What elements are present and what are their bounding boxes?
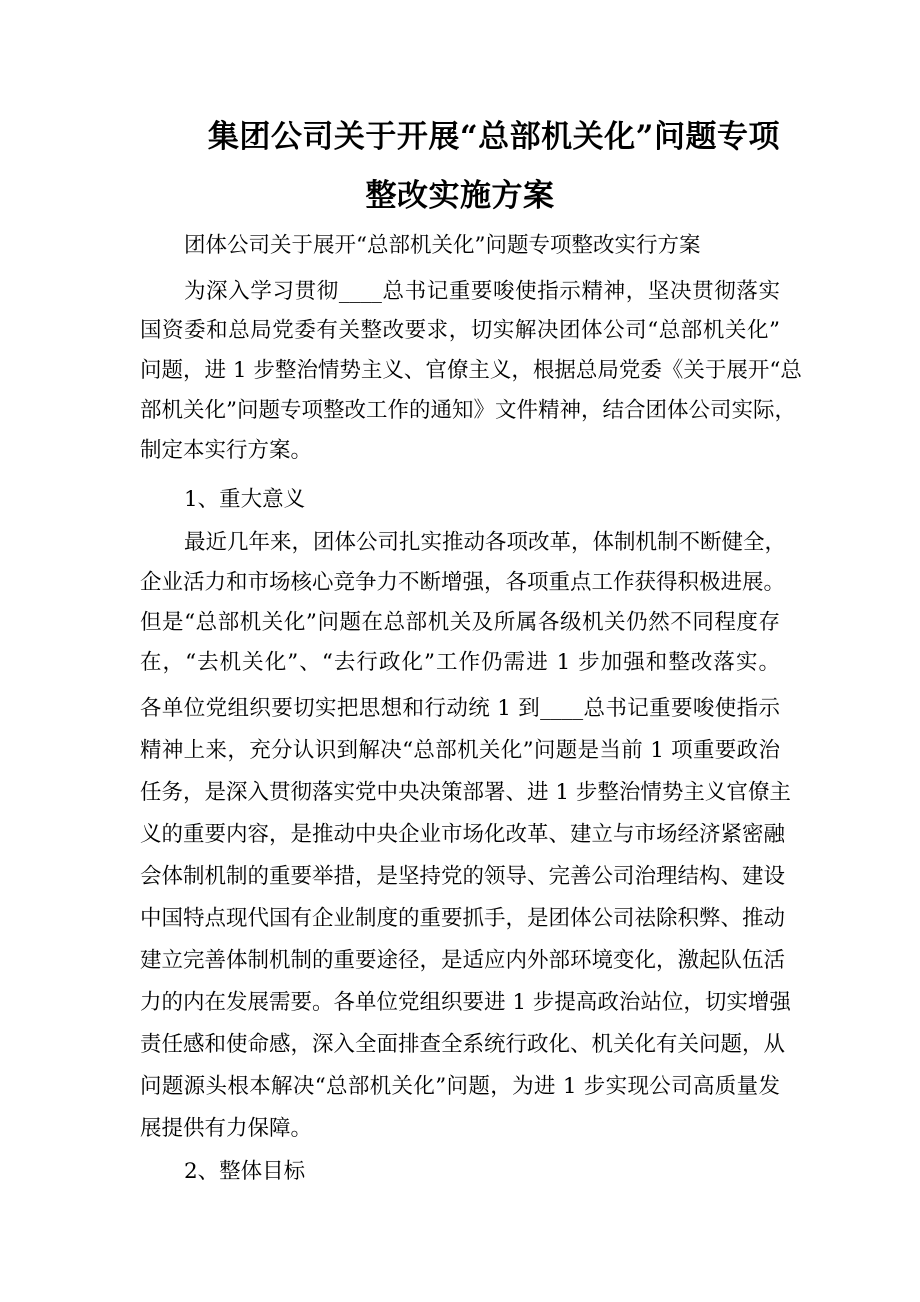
paragraph-line: 责任感和使命感，深入全面排查全系统行政化、机关化有关问题，从 [140,1032,786,1057]
paragraph-line: 任务，是深入贯彻落实党中央决策部署、进 1 步整治情势主义官僚主 [140,780,791,805]
paragraph-line: 制定本实行方案。 [140,438,313,463]
document-title-line-2: 整改实施方案 [365,178,555,214]
document-subtitle: 团体公司关于展开“总部机关化”问题专项整改实行方案 [184,233,701,258]
paragraph-line: 展提供有力保障。 [140,1116,313,1141]
paragraph-line: 中国特点现代国有企业制度的重要抓手，是团体公司祛除积弊、推动 [140,906,786,931]
paragraph-line: 企业活力和市场核心竞争力不断增强，各项重点工作获得积极进展。 [140,570,786,595]
paragraph-line: 在，“去机关化”、“去行政化”工作仍需进 1 步加强和整改落实。 [140,650,780,675]
paragraph-line: 会体制机制的重要举措，是坚持党的领导、完善公司治理结构、建设 [140,864,786,889]
paragraph-line: 但是“总部机关化”问题在总部机关及所属各级机关仍然不同程度存 [140,610,780,635]
paragraph-line: 部机关化”问题专项整改工作的通知》文件精神，结合团体公司实际， [140,398,796,423]
paragraph-line: 国资委和总局党委有关整改要求，切实解决团体公司“总部机关化” [140,318,780,343]
paragraph-line: 各单位党组织要切实把思想和行动统 1 到____总书记重要唆使指示 [140,696,780,721]
paragraph-line: 问题，进 1 步整治情势主义、官僚主义，根据总局党委《关于展开“总 [140,358,802,383]
paragraph-line: 问题源头根本解决“总部机关化”问题，为进 1 步实现公司高质量发 [140,1074,780,1099]
section-heading: 2、整体目标 [184,1159,306,1184]
paragraph-line: 最近几年来，团体公司扎实推动各项改革，体制机制不断健全， [184,530,787,555]
paragraph-line: 建立完善体制机制的重要途径，是适应内外部环境变化，激起队伍活 [140,948,786,973]
paragraph-line: 精神上来，充分认识到解决“总部机关化”问题是当前 1 项重要政治 [140,738,780,763]
section-heading: 1、重大意义 [184,487,306,512]
paragraph-line: 义的重要内容，是推动中央企业市场化改革、建立与市场经济紧密融 [140,822,786,847]
paragraph-line: 为深入学习贯彻____总书记重要唆使指示精神，坚决贯彻落实 [184,279,780,304]
document-title-line-1: 集团公司关于开展“总部机关化”问题专项 [207,119,780,155]
paragraph-line: 力的内在发展需要。各单位党组织要进 1 步提高政治站位，切实增强 [140,990,791,1015]
